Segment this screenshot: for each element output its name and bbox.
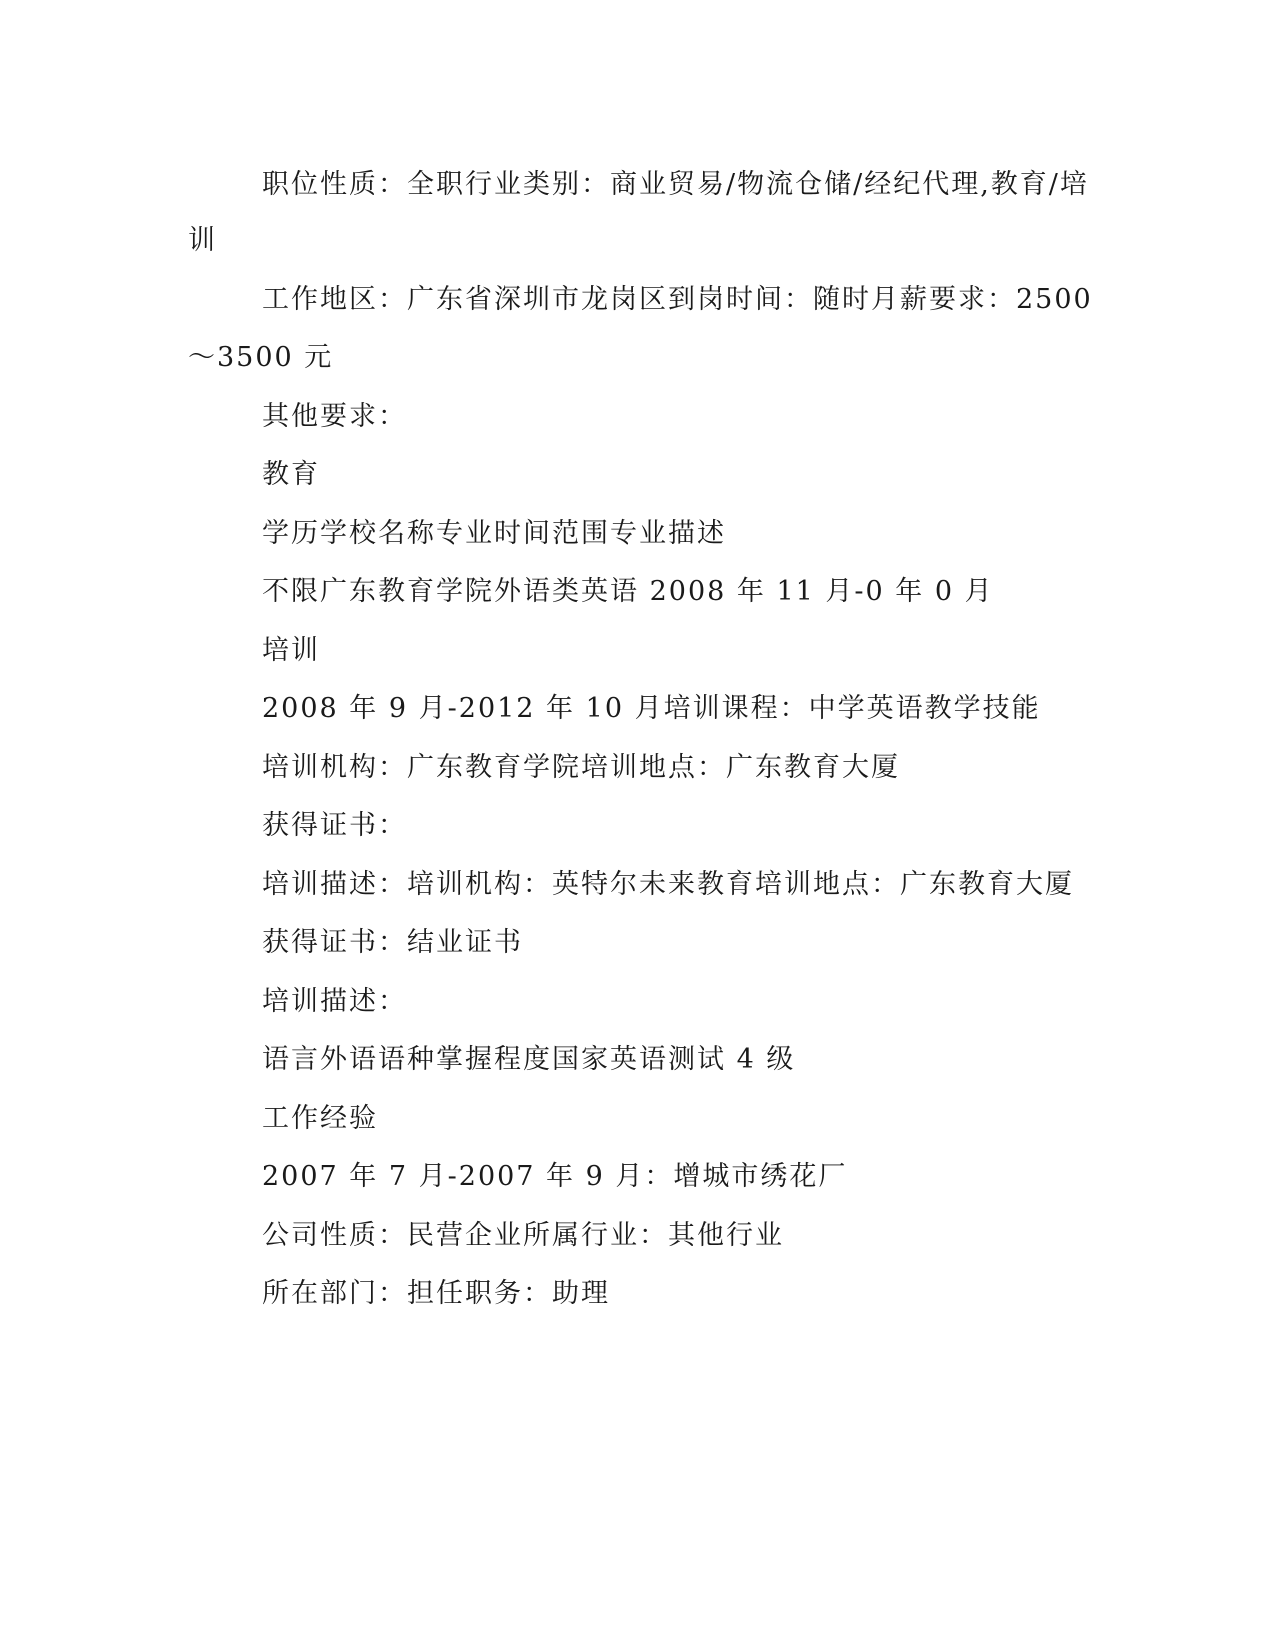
work-area-line: 工作地区：广东省深圳市龙岗区到岗时间：随时月薪要求：2500 — [262, 284, 1093, 315]
training-institution-line: 培训机构：广东教育学院培训地点：广东教育大厦 — [262, 752, 900, 783]
work-area-line-wrap: ～3500 元 — [188, 342, 334, 373]
work-experience-heading: 工作经验 — [262, 1103, 378, 1134]
other-requirements-line: 其他要求： — [262, 401, 407, 432]
education-entry: 不限广东教育学院外语类英语 2008 年 11 月-0 年 0 月 — [262, 576, 994, 607]
certificate-line: 获得证书： — [262, 810, 407, 841]
department-line: 所在部门：担任职务：助理 — [262, 1278, 610, 1309]
company-nature-line: 公司性质：民营企业所属行业：其他行业 — [262, 1220, 784, 1251]
training-description-line: 培训描述：培训机构：英特尔未来教育培训地点：广东教育大厦 — [262, 869, 1074, 900]
certificate-line-2: 获得证书：结业证书 — [262, 927, 523, 958]
education-header-row: 学历学校名称专业时间范围专业描述 — [262, 518, 726, 549]
training-description-line-2: 培训描述： — [262, 986, 407, 1017]
language-line: 语言外语语种掌握程度国家英语测试 4 级 — [262, 1044, 796, 1075]
education-heading: 教育 — [262, 459, 320, 490]
training-heading: 培训 — [262, 635, 320, 666]
job-nature-line-wrap: 训 — [188, 225, 217, 256]
job-nature-line: 职位性质：全职行业类别：商业贸易/物流仓储/经纪代理,教育/培 — [262, 169, 1089, 200]
work-experience-entry: 2007 年 7 月-2007 年 9 月：增城市绣花厂 — [262, 1161, 848, 1192]
training-course-line: 2008 年 9 月-2012 年 10 月培训课程：中学英语教学技能 — [262, 693, 1041, 724]
